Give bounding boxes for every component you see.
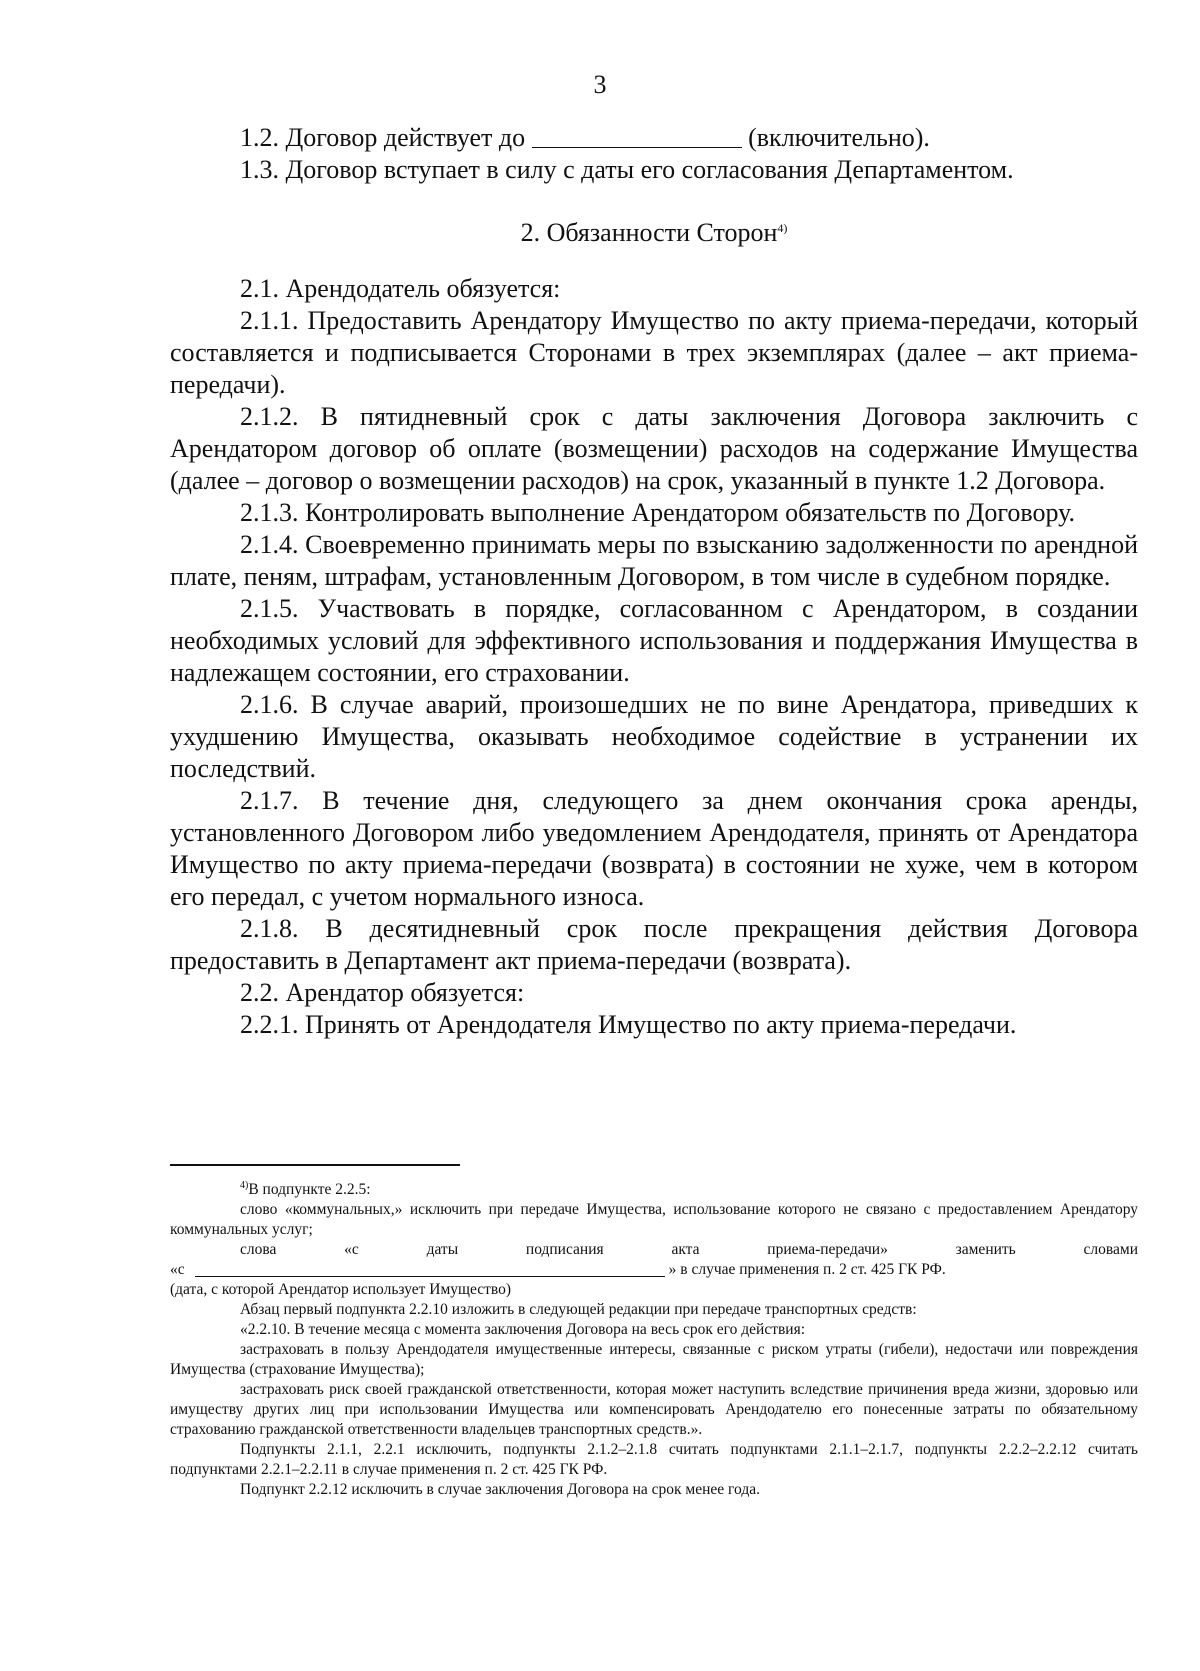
paragraph-1-2 [170,122,1138,154]
paragraph-2-1-7: 2.1.7. В течение дня, следующего за днем окончания срока аренды, установленного Договором либо уведомлением Арендодателя, принять от Арендатора Имущество по акту приема-передачи (возврата) в состоянии не хуже, чем в котором его передал, с учетом нормального износа. [170,786,1138,911]
paragraph-2-1-2: 2.1.2. В пятидневный срок с даты заключения Договора заключить с Арендатором договор об оплате (возмещении) расходов на содержание Имущества (далее – договор о возмещении расходов) на срок, указанный в пункте 1.2 Договора. [170,402,1138,495]
footnote-word: даты [426,1241,459,1258]
paragraph-2-2-1: 2.2.1. Принять от Арендодателя Имущество по акту приема-передачи. [240,1010,1017,1039]
paragraph-2-2: 2.2. Арендатор обязуется: [240,978,525,1007]
footnote-word: слова [240,1241,277,1258]
footnote-quote-end: » в случае применения п. 2 ст. 425 ГК РФ. [668,1261,946,1278]
paragraph-2-1-1: 2.1.1. Предоставить Арендатору Имущество по акту приема-передачи, который составляется и подписывается Сторонами в трех экземплярах (далее – акт приема-передачи). [170,306,1138,399]
footnote-text-1: В подпункте 2.2.5: [248,1181,371,1198]
footnote-line-9: застраховать риск своей гражданской ответственности, которая может наступить вследствие причинения вреда жизни, здоровью или имуществу других лиц при использовании Имущества или компенсировать Арендодателю его понесенные затраты по обязательному страхованию гражданской ответственности владельцев транспортных средств.». [170,1381,1138,1438]
paragraph-2-1-6: 2.1.6. В случае аварий, произошедших не по вине Арендатора, приведших к ухудшению Имущества, оказывать необходимое содействие в устранении их последствий. [170,690,1138,783]
footnote-line-6: Абзац первый подпункта 2.2.10 изложить в следующей редакции при передаче транспортных средств: [240,1301,917,1318]
paragraph-1-2-text-end: (включительно). [741,123,930,152]
footnotes [170,1176,1138,1500]
paragraph-2-1: 2.1. Арендодатель обязуется: [240,274,561,303]
page-number: 3 [593,70,607,99]
footnote-line-4 [170,1260,1138,1280]
footnote-separator [170,1164,460,1166]
section-heading [170,212,1138,249]
paragraph-2-1-5: 2.1.5. Участвовать в порядке, согласованном с Арендатором, в создании необходимых условий для эффективного использования и поддержания Имущества в надлежащем состоянии, его страховании. [170,594,1138,687]
document-body [170,122,1138,1041]
footnote-line-8: застраховать в пользу Арендодателя имущественные интересы, связанные с риском утраты (гибели), недостачи или повреждения Имущества (страхование Имущества); [170,1341,1138,1378]
footnote-marker: 4) [240,1180,249,1191]
paragraph-2-1-8: 2.1.8. В десятидневный срок после прекращения действия Договора предоставить в Департамент акт приема-передачи (возврата). [170,914,1138,975]
date-blank-field [532,123,742,148]
paragraph-1-2-text-start: 1.2. Договор действует до [240,123,532,152]
section-heading-text: 2. Обязанности Сторон [520,218,778,247]
footnote-word: подписания [525,1241,604,1258]
paragraph-2-1-3: 2.1.3. Контролировать выполнение Арендатором обязательств по Договору. [240,498,1076,527]
footnote-reference: 4) [777,221,788,235]
footnote-word: «с [344,1241,359,1258]
footnote-blank-field [195,1262,665,1277]
footnote-word: словами [1083,1241,1138,1258]
footnote-line-5: (дата, с которой Арендатор использует Имущество) [170,1281,511,1298]
footnote-line-11: Подпункт 2.2.12 исключить в случае заключения Договора на срок менее года. [240,1481,760,1498]
paragraph-1-3: 1.3. Договор вступает в силу с даты его согласования Департаментом. [240,155,1014,184]
footnote-word: приема-передачи» [767,1241,888,1258]
footnote-quote-start: «с [170,1261,185,1278]
footnote-line-7: «2.2.10. В течение месяца с момента заключения Договора на весь срок его действия: [240,1321,806,1338]
footnote-line-10: Подпункты 2.1.1, 2.2.1 исключить, подпункты 2.1.2–2.1.8 считать подпунктами 2.1.1–2.1.7, подпункты 2.2.2–2.2.12 считать подпунктами 2.2.1–2.2.11 в случае применения п. 2 ст. 425 ГК РФ. [170,1441,1138,1478]
footnote-word: акта [671,1241,700,1258]
footnote-line-3 [240,1240,1138,1260]
paragraph-2-1-4: 2.1.4. Своевременно принимать меры по взысканию задолженности по арендной плате, пеням, штрафам, установленным Договором, в том числе в судебном порядке. [170,530,1138,591]
footnote-word: заменить [955,1241,1016,1258]
footnote-line-1 [170,1176,1138,1200]
footnote-line-2: слово «коммунальных,» исключить при передаче Имущества, использование которого не связано с предоставлением Арендатору коммунальных услуг; [170,1201,1138,1238]
